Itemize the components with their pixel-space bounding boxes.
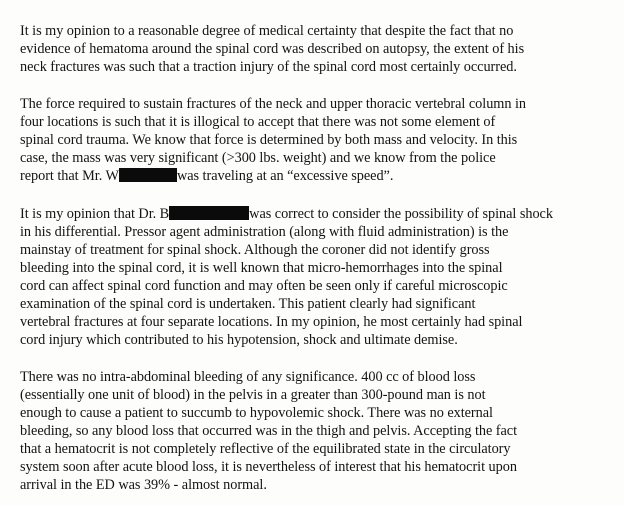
paragraph-line: arrival in the ED was 39% - almost normal. — [20, 477, 267, 493]
paragraph-line: system soon after acute blood loss, it is nevertheless of interest that his hematocrit upon — [20, 459, 517, 475]
paragraph-line: mainstay of treatment for spinal shock. Although the coroner did not identify gross — [20, 242, 490, 258]
paragraph-line: cord injury which contributed to his hypotension, shock and ultimate demise. — [20, 332, 458, 348]
paragraph-line: bleeding, so any blood loss that occurred was in the thigh and pelvis. Accepting the fact — [20, 423, 518, 439]
paragraph-line: evidence of hematoma around the spinal cord was described on autopsy, the extent of his — [20, 41, 525, 57]
paragraph-line: (essentially one unit of blood) in the pelvis in a greater than 300-pound man is not — [20, 387, 486, 403]
text-after-redaction: was traveling at an “excessive speed”. — [176, 168, 394, 184]
paragraph-line: that a hematocrit is not completely reflective of the equilibrated state in the circulatory — [20, 441, 511, 457]
paragraph-line: cord can affect spinal cord function and may often be seen only if careful microscopic — [20, 278, 508, 294]
paragraph-line: bleeding into the spinal cord, it is well known that micro-hemorrhages into the spinal — [20, 260, 503, 276]
text-before-redaction: report that Mr. W — [20, 168, 119, 184]
paragraph-line: The force required to sustain fractures of the neck and upper thoracic vertebral column in — [20, 96, 527, 112]
text-after-redaction: was correct to consider the possibility of spinal shock — [249, 206, 553, 222]
text-before-redaction: It is my opinion that Dr. B — [20, 206, 170, 222]
redaction-box — [119, 168, 177, 182]
redaction-box — [169, 206, 249, 220]
paragraph-line-redacted — [20, 167, 393, 185]
paragraph-line: neck fractures was such that a traction injury of the spinal cord most certainly occurred. — [20, 59, 517, 75]
paragraph-line: in his differential. Pressor agent administration (along with fluid administration) is the — [20, 224, 509, 240]
paragraph-line: enough to cause a patient to succumb to hypovolemic shock. There was no external — [20, 405, 493, 421]
paragraph-line: vertebral fractures at four separate locations. In my opinion, he most certainly had spinal — [20, 314, 523, 330]
paragraph-line: four locations is such that it is illogical to accept that there was not some element of — [20, 114, 496, 130]
paragraph-line: case, the mass was very significant (>300 lbs. weight) and we know from the police — [20, 150, 496, 166]
paragraph-line-redacted — [20, 205, 553, 223]
paragraph-line: spinal cord trauma. We know that force is determined by both mass and velocity. In this — [20, 132, 518, 148]
paragraph-line: examination of the spinal cord is undertaken. This patient clearly had significant — [20, 296, 476, 312]
paragraph-line: There was no intra-abdominal bleeding of any significance. 400 cc of blood loss — [20, 369, 476, 385]
paragraph-line: It is my opinion to a reasonable degree of medical certainty that despite the fact that no — [20, 23, 514, 39]
